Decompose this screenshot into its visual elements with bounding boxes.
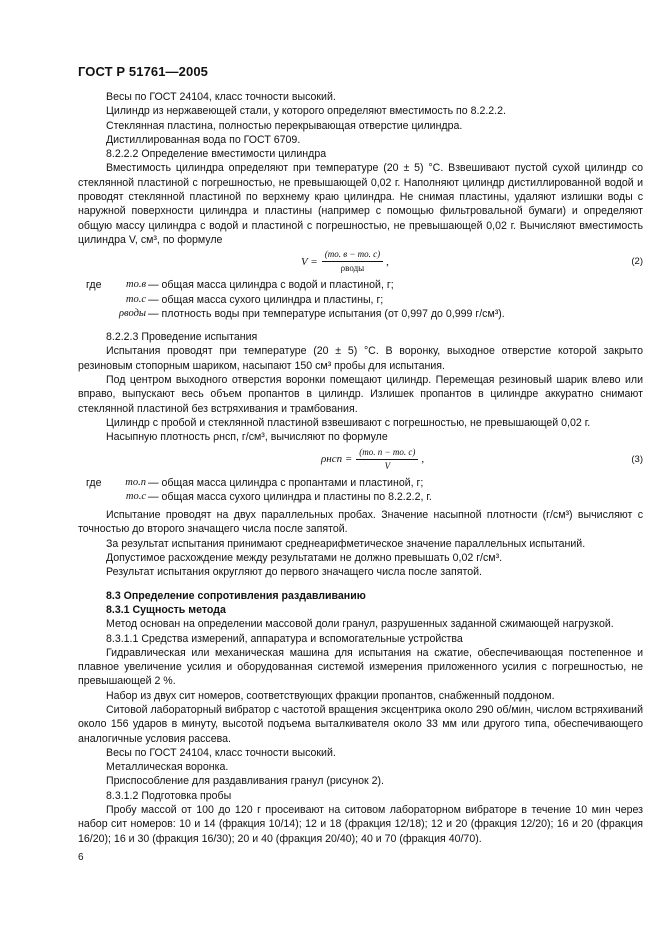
- where-text: — общая масса сухого цилиндра и пластины по 8.2.2.2, г.: [148, 490, 432, 503]
- equation-number: (2): [631, 256, 643, 268]
- formula-3-fraction: [321, 447, 424, 472]
- formula-3: [78, 447, 643, 473]
- text-line: Приспособление для раздавливания гранул (рисунок 2).: [106, 775, 384, 788]
- formula-denominator: V: [384, 460, 391, 471]
- where-symbol: mо.с: [125, 293, 146, 305]
- formula-tail: ,: [386, 255, 389, 268]
- paragraph: Испытание проводят на двух параллельных пробах. Значение насыпной плотности (г/см³) вычисляют с точностью до второго значащего числа после запятой.: [78, 509, 643, 536]
- where-text: — общая масса сухого цилиндра и пластины, г;: [148, 293, 384, 306]
- paragraph: Вместимость цилиндра определяют при температуре (20 ± 5) °С. Взвешивают пустой сухой цилиндр со стеклянной пластиной с погрешностью, не превышающей 0,02 г. Наполняют цилиндр дистиллированной водой и проводят стеклянной пластиной по верхнему краю цилиндра. Не снимая пластины, удаляют излишки воды с наружной поверхности цилиндра и пластины (например с помощью фильтровальной бумаги) и определяют общую массу цилиндра с водой и пластиной с погрешностью, не превышающей 0,02 г. Вычисляют вместимость цилиндра V, см³, по формуле: [78, 162, 643, 246]
- paragraph: Под центром выходного отверстия воронки помещают цилиндр. Перемещая резиновый шарик влево или вправо, выпускают весь объем пропантов в цилиндр. Излишек пропантов в цилиндре аккуратно снимают стеклянной пластиной без встряхивания и трамбования.: [78, 374, 643, 415]
- where-row: [78, 490, 643, 504]
- paragraph: За результат испытания принимают среднеарифметическое значение параллельных испытаний.: [106, 537, 586, 550]
- where-list-2: [78, 278, 643, 321]
- subsection-heading: 8.3.1 Сущность метода: [106, 603, 226, 616]
- paragraph: Насыпную плотность ρнсп, г/см³, вычисляют по формуле: [106, 431, 388, 444]
- equation-number: (3): [631, 453, 643, 465]
- paragraph: Набор из двух сит номеров, соответствующих фракции пропантов, снабженный поддоном.: [106, 689, 555, 702]
- paragraph: Ситовой лабораторный вибратор с частотой вращения эксцентрика около 290 об/мин, числом встряхиваний около 156 ударов в минуту, высотой подъема выталкивателя около 33 мм или другого типа, обеспечивающего аналогичные условия рассева.: [78, 703, 643, 745]
- where-lead: где: [86, 476, 102, 489]
- formula-2: [78, 249, 643, 275]
- where-symbol: ρводы: [119, 307, 146, 319]
- formula-denominator: ρводы: [340, 263, 365, 274]
- text-line: Металлическая воронка.: [106, 761, 229, 774]
- text-line: Весы по ГОСТ 24104, класс точности высокий.: [106, 746, 336, 759]
- formula-tail: ,: [421, 452, 425, 465]
- clause-heading: 8.3.1.1 Средства измерений, аппаратура и вспомогательные устройства: [106, 632, 463, 645]
- where-text: — общая масса цилиндра с пропантами и пластиной, г;: [148, 476, 424, 489]
- where-symbol: mо.с: [125, 490, 146, 502]
- paragraph: Допустимое расхождение между результатами не должно превышать 0,02 г/см³.: [106, 552, 503, 565]
- section-heading: 8.3 Определение сопротивления раздавливанию: [106, 589, 366, 602]
- text-line: Дистиллированная вода по ГОСТ 6709.: [106, 133, 301, 146]
- paragraph: Гидравлическая или механическая машина для испытания на сжатие, обеспечивающая постепенное и плавное увеличение усилия и оборудованная системой измерения приложенного усилия с погрешностью, не превышающей 2 %.: [78, 646, 643, 688]
- where-text: — общая масса цилиндра с водой и пластиной, г;: [148, 279, 394, 292]
- formula-numerator: (mо. в − mо. с): [322, 249, 383, 262]
- where-symbol: mо.в: [125, 279, 146, 291]
- paragraph: Пробу массой от 100 до 120 г просеивают на ситовом лабораторном вибраторе в течение 10 мин через набор сит номеров: 10 и 14 (фракция 10/14); 12 и 18 (фракция 12/18); 12 и 20 (фракция 12/20); 16 и 20 (фракция 16/20); 16 и 30 (фракция 16/30); 20 и 40 (фракция 20/40); 40 и 70 (фракция 40/70).: [78, 804, 643, 845]
- clause-heading: 8.2.2.2 Определение вместимости цилиндра: [106, 148, 327, 161]
- document-body: [78, 90, 643, 846]
- paragraph: Метод основан на определении массовой доли гранул, разрушенных заданной сжимающей нагрузкой.: [106, 618, 614, 631]
- formula-numerator: (mо. п − mо. с): [356, 447, 418, 460]
- where-lead: где: [86, 279, 102, 292]
- where-text: — плотность воды при температуре испытания (от 0,997 до 0,999 г/см³).: [148, 307, 505, 320]
- where-symbol: mо.п: [125, 476, 146, 488]
- where-row: [78, 293, 643, 307]
- paragraph: Результат испытания округляют до первого значащего числа после запятой.: [106, 566, 482, 579]
- where-row: [78, 307, 643, 321]
- paragraph: Цилиндр с пробой и стеклянной пластиной взвешивают с погрешностью, не превышающей 0,02 г.: [106, 416, 591, 429]
- formula-lhs: V =: [301, 255, 318, 268]
- text-line: Весы по ГОСТ 24104, класс точности высокий.: [106, 91, 336, 103]
- clause-heading: 8.2.2.3 Проведение испытания: [106, 331, 258, 344]
- where-list-3: [78, 476, 643, 505]
- formula-2-fraction: [301, 249, 389, 274]
- text-line: Цилиндр из нержавеющей стали, у которого определяют вместимость по 8.2.2.2.: [106, 105, 506, 118]
- where-row: [78, 476, 643, 490]
- text-line: Стеклянная пластина, полностью перекрывающая отверстие цилиндра.: [106, 119, 463, 132]
- page-number: 6: [78, 852, 84, 863]
- paragraph: Испытания проводят при температуре (20 ± 5) °С. В воронку, выходное отверстие которой закрыто резиновым стопорным шариком, насыпают 150 см³ пробы для испытания.: [78, 345, 643, 372]
- document-header: ГОСТ Р 51761—2005: [78, 64, 208, 79]
- where-row: [78, 278, 643, 292]
- formula-lhs: ρнсп =: [321, 452, 353, 465]
- clause-heading: 8.3.1.2 Подготовка пробы: [106, 789, 232, 802]
